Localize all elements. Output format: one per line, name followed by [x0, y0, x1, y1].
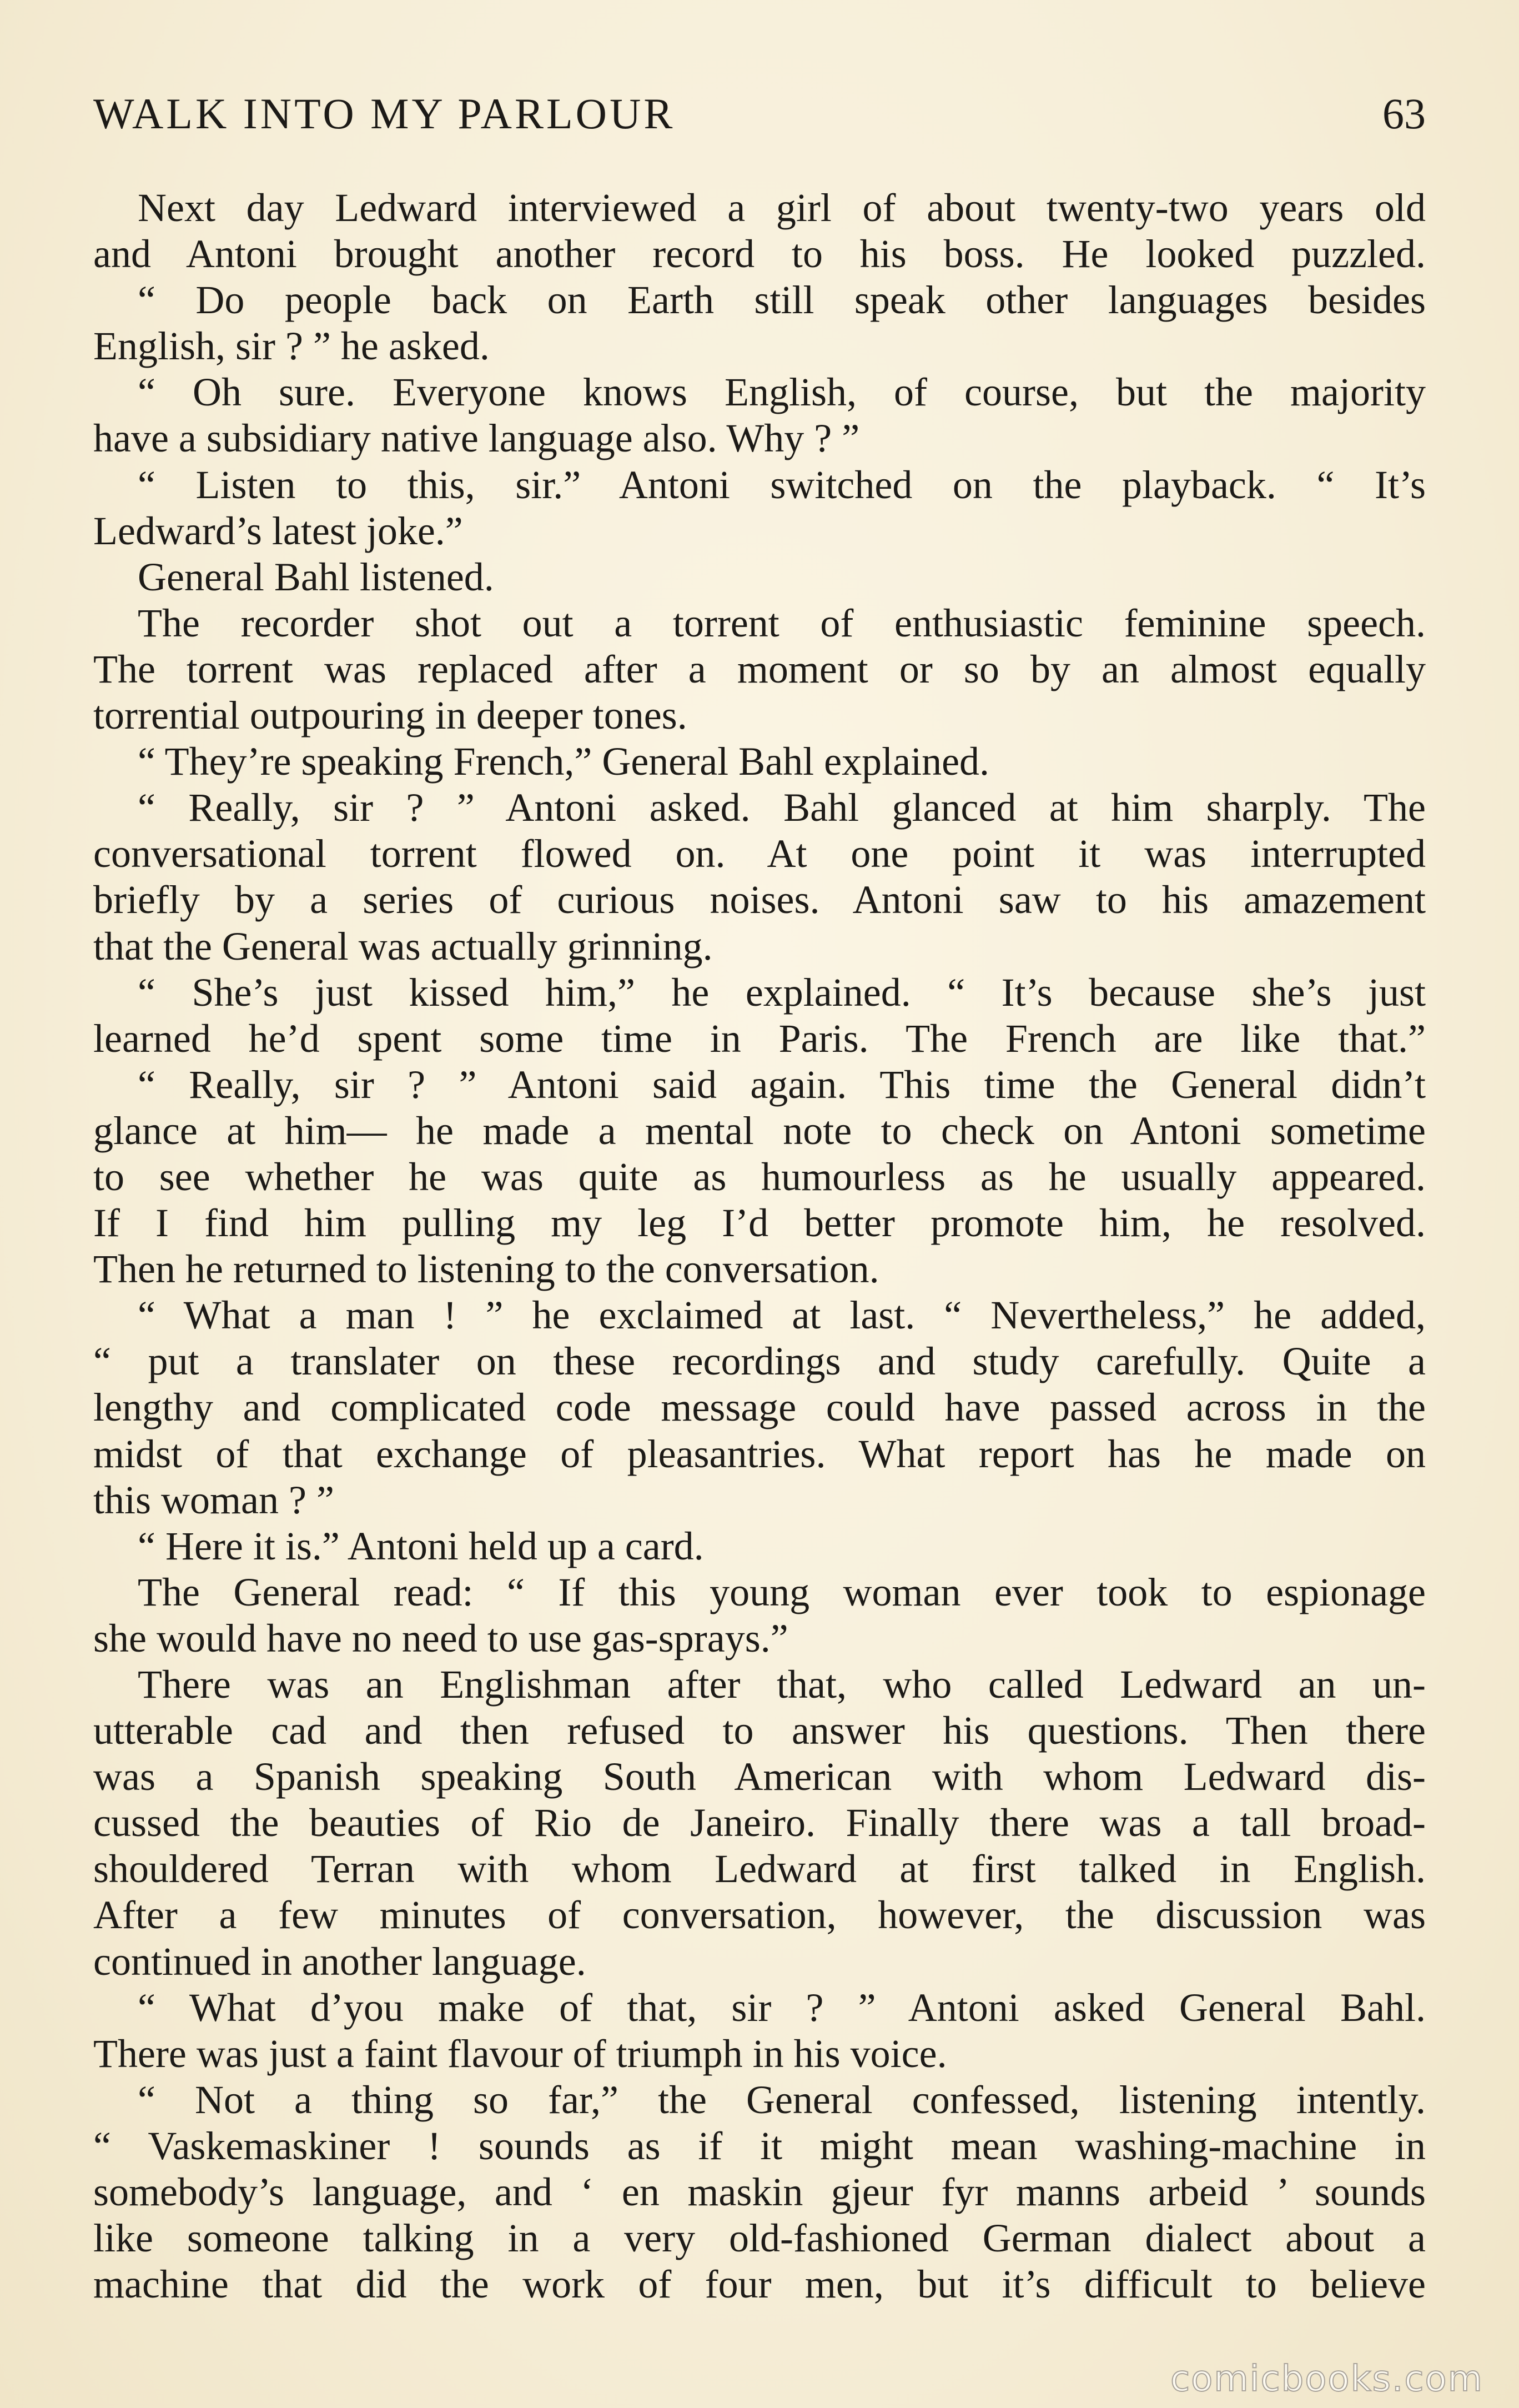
text-line: “ Not a thing so far,” the General confessed, listening intently.	[138, 2077, 1426, 2122]
text-line: like someone talking in a very old-fashioned German dialect about a	[93, 2216, 1426, 2261]
text-line: utterable cad and then refused to answer his questions. Then there	[93, 1708, 1426, 1753]
text-line: “ put a translater on these recordings and study carefully. Quite a	[93, 1339, 1426, 1384]
text-line: Ledward’s latest joke.”	[93, 508, 463, 553]
text-line: “ She’s just kissed him,” he explained. “ It’s because she’s just	[138, 970, 1426, 1015]
page-number: 63	[1382, 89, 1426, 138]
text-line: “ They’re speaking French,” General Bahl explained.	[138, 739, 990, 784]
text-line: torrential outpouring in deeper tones.	[93, 693, 687, 738]
text-line: “ Here it is.” Antoni held up a card.	[138, 1523, 704, 1568]
text-line: shouldered Terran with whom Ledward at first talked in English.	[93, 1847, 1426, 1892]
text-line: “ Vaskemaskiner ! sounds as if it might mean washing-machine in	[93, 2123, 1426, 2168]
text-line: continued in another language.	[93, 1939, 586, 1984]
text-line: General Bahl listened.	[138, 554, 494, 599]
text-line: briefly by a series of curious noises. Antoni saw to his amazement	[93, 877, 1426, 922]
text-line: “ What a man ! ” he exclaimed at last. “ Nevertheless,” he added,	[138, 1293, 1426, 1338]
text-line: machine that did the work of four men, but it’s difficult to believe	[93, 2262, 1426, 2307]
text-line: After a few minutes of conversation, however, the discussion was	[93, 1893, 1426, 1938]
text-line: “ Listen to this, sir.” Antoni switched on the playback. “ It’s	[138, 462, 1426, 507]
text-line: The General read: “ If this young woman ever took to espionage	[138, 1569, 1426, 1614]
running-head	[93, 83, 1426, 144]
text-line: If I find him pulling my leg I’d better promote him, he resolved.	[93, 1201, 1426, 1246]
text-line: “ Really, sir ? ” Antoni asked. Bahl glanced at him sharply. The	[138, 785, 1426, 830]
text-line: glance at him— he made a mental note to check on Antoni sometime	[93, 1108, 1426, 1153]
running-title: WALK INTO MY PARLOUR	[93, 89, 676, 138]
text-line: was a Spanish speaking South American with whom Ledward dis-	[93, 1754, 1426, 1799]
text-line: to see whether he was quite as humourless as he usually appeared.	[93, 1154, 1426, 1199]
text-line: “ Oh sure. Everyone knows English, of course, but the majority	[138, 370, 1426, 415]
text-line: midst of that exchange of pleasantries. What report has he made on	[93, 1431, 1426, 1476]
text-line: and Antoni brought another record to his boss. He looked puzzled.	[93, 232, 1426, 277]
text-line: conversational torrent flowed on. At one point it was interrupted	[93, 831, 1426, 876]
text-line: “ Really, sir ? ” Antoni said again. This time the General didn’t	[138, 1062, 1426, 1107]
text-line: somebody’s language, and ‘ en maskin gjeur fyr manns arbeid ’ sounds	[93, 2170, 1426, 2215]
text-line: Next day Ledward interviewed a girl of about twenty-two years old	[138, 185, 1426, 230]
text-line: The torrent was replaced after a moment or so by an almost equally	[93, 646, 1426, 691]
body-text	[93, 185, 1426, 2307]
text-line: cussed the beauties of Rio de Janeiro. Finally there was a tall broad-	[93, 1800, 1426, 1845]
text-line: Then he returned to listening to the conversation.	[93, 1247, 879, 1292]
watermark-logo: comicbooks.com	[1170, 2359, 1483, 2400]
text-line: The recorder shot out a torrent of enthusiastic feminine speech.	[138, 600, 1426, 645]
text-line: “ What d’you make of that, sir ? ” Antoni asked General Bahl.	[138, 1985, 1426, 2030]
text-line: this woman ? ”	[93, 1477, 334, 1522]
text-line: There was an Englishman after that, who called Ledward an un-	[138, 1662, 1426, 1707]
text-line: that the General was actually grinning.	[93, 924, 713, 969]
text-line: learned he’d spent some time in Paris. The French are like that.”	[93, 1016, 1426, 1061]
text-line: There was just a faint flavour of triumph in his voice.	[93, 2031, 947, 2076]
text-line: have a subsidiary native language also. Why ? ”	[93, 416, 860, 461]
text-line: she would have no need to use gas-sprays.”	[93, 1616, 788, 1660]
text-line: lengthy and complicated code message could have passed across in the	[93, 1385, 1426, 1430]
text-line: “ Do people back on Earth still speak other languages besides	[138, 278, 1426, 323]
text-line: English, sir ? ” he asked.	[93, 324, 490, 369]
